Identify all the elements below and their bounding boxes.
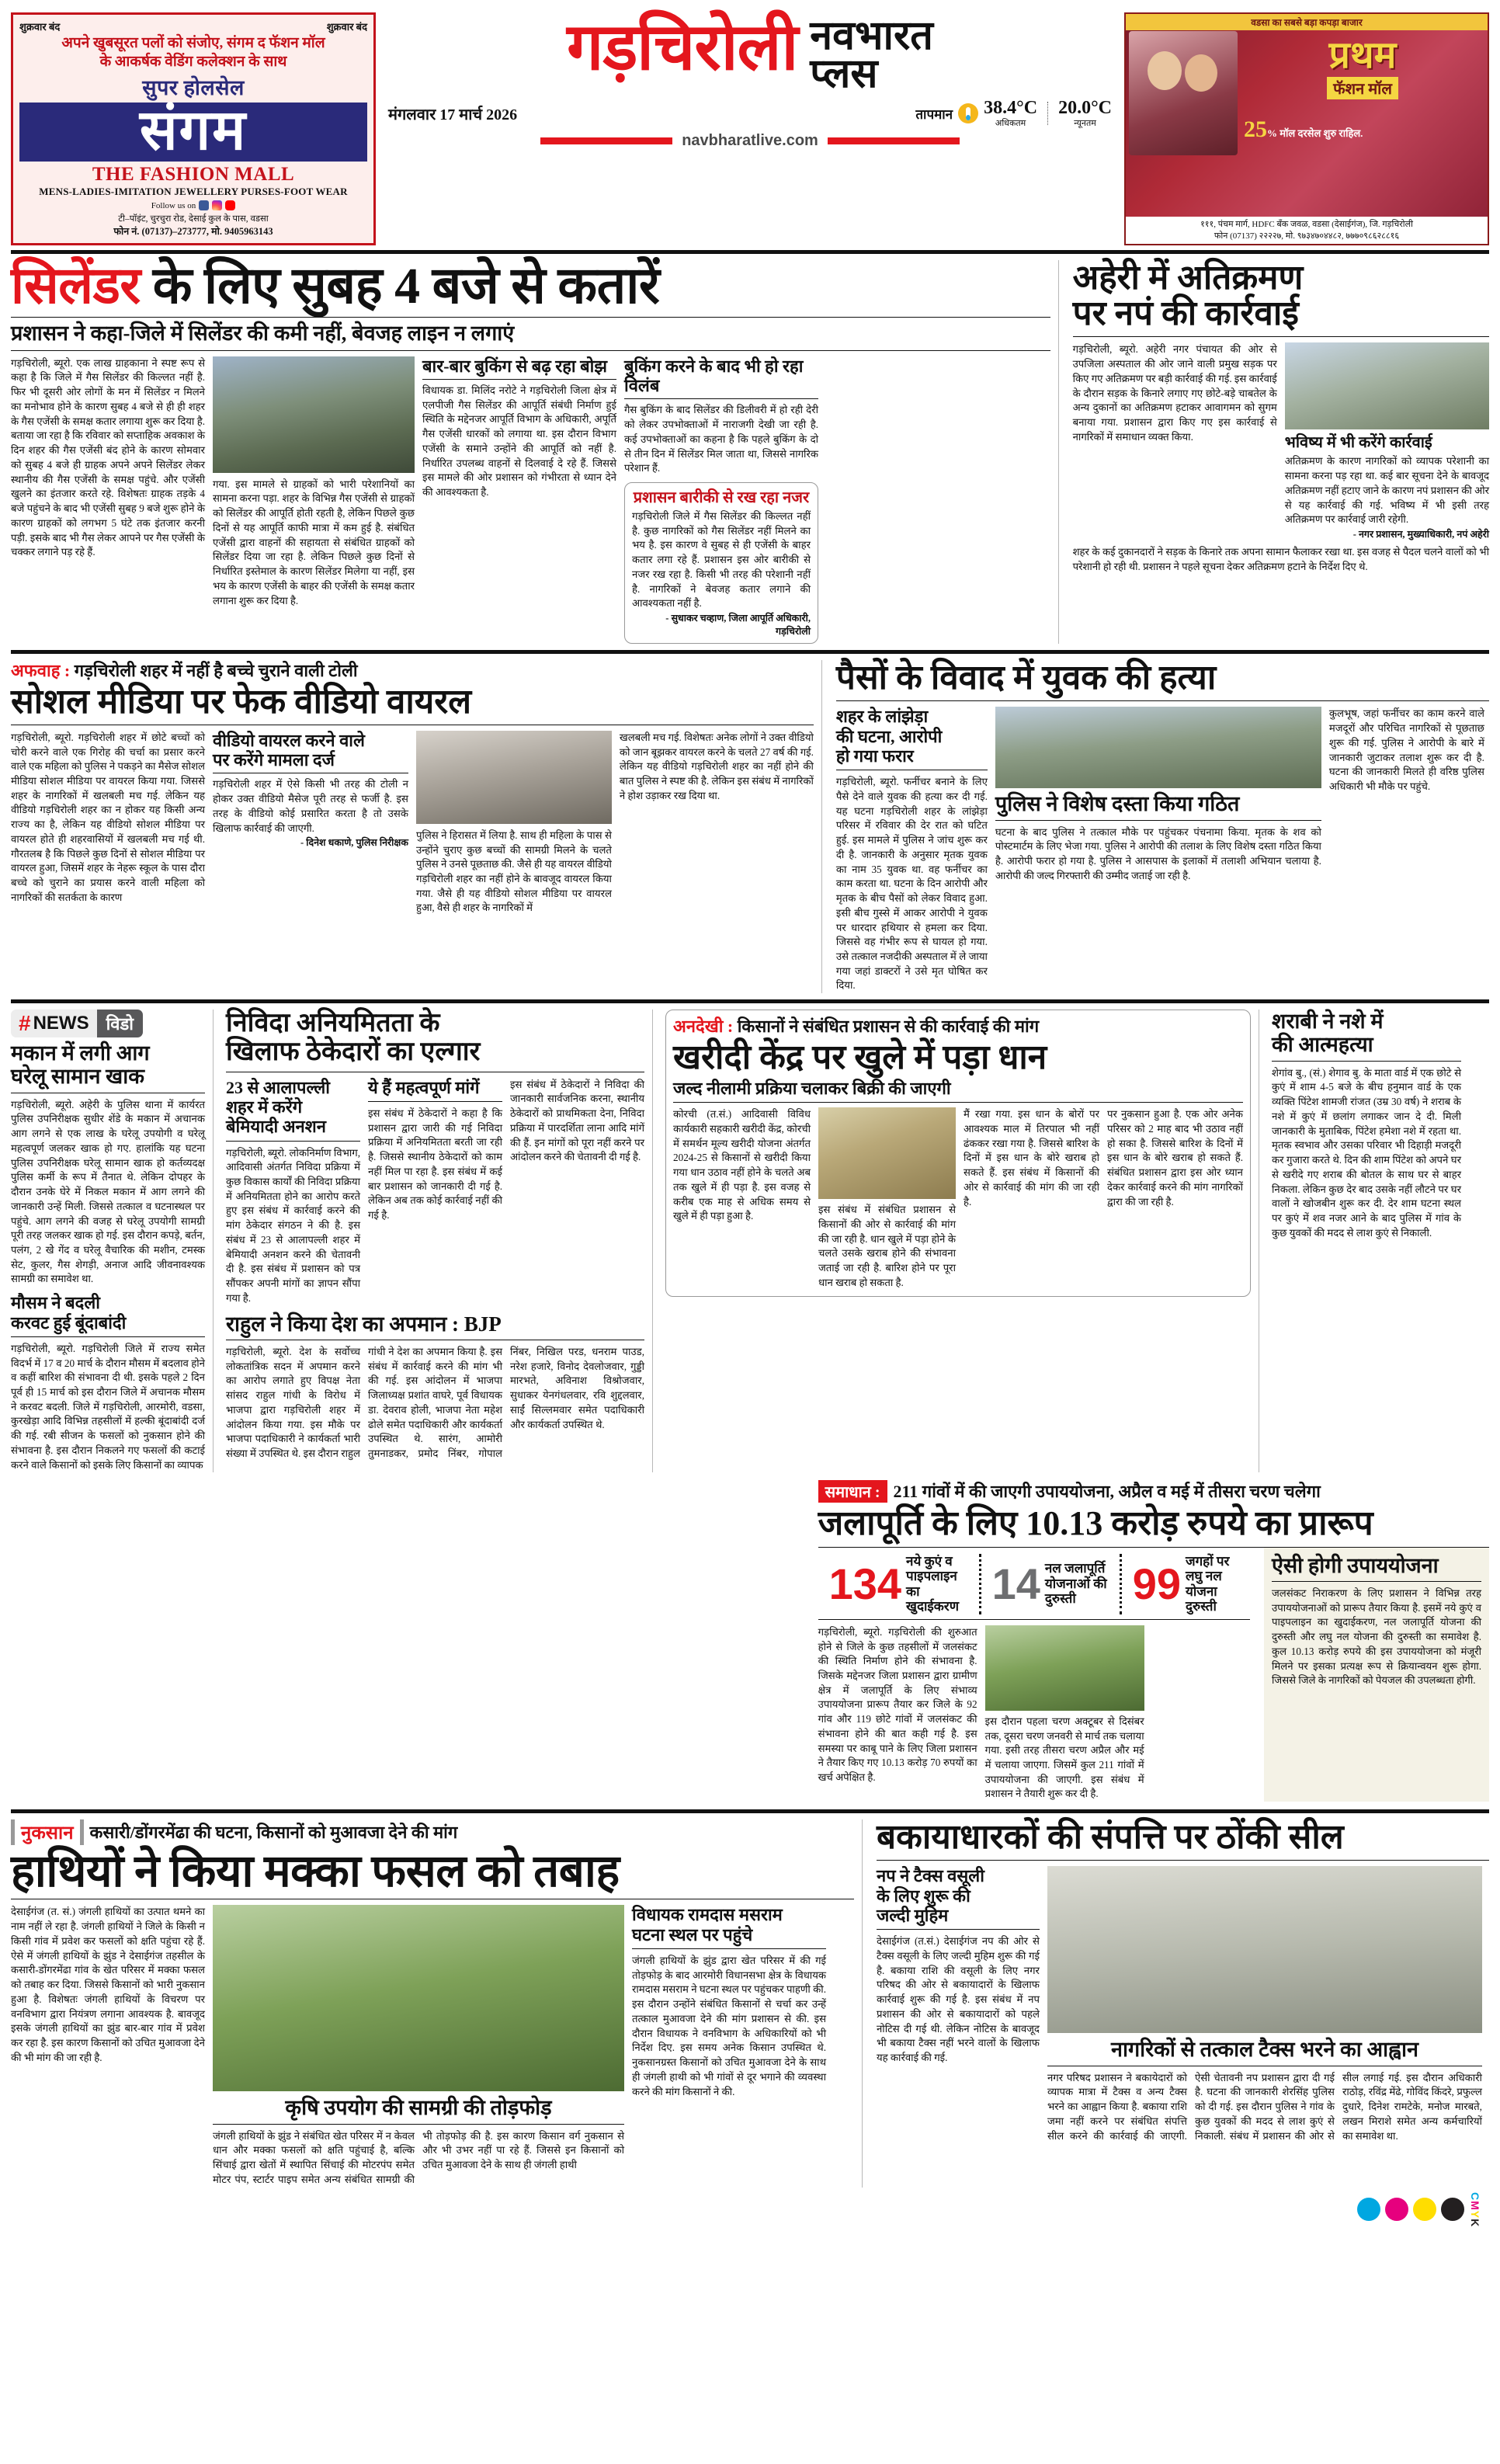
fake-video-photo (416, 731, 612, 824)
fake-video-kicker-text: गड़चिरोली शहर में नहीं है बच्चे चुराने वाली टोली (70, 661, 358, 681)
facebook-icon[interactable] (199, 200, 209, 210)
instagram-icon[interactable] (212, 200, 222, 210)
fake-video-kicker (11, 660, 814, 682)
ad-right-brand-sub: फॅशन मॉल (1327, 77, 1398, 99)
ad-pratham-fashion-mall[interactable] (1124, 12, 1489, 245)
aheri-story (1067, 260, 1489, 644)
aheri-box-text: अतिक्रमण के कारण नागरिकों को व्यापक परेशानी का सामना करना पड़ रहा था. कई बार सूचना देने के बावजूद अतिक्रमण नहीं हटाए जाने के कारण नपं प्रशासन की ओर से यह कार्रवाई की गई. भविष्य में भी इसी तरह अतिक्रमण पर कार्रवाई जारी रहेगी. (1284, 455, 1490, 526)
fake-video-col-2: पुलिस ने हिरासत में लिया है. साथ ही महिला के पास से उन्होंने चुराए कुछ बच्चों की सामग्री मिलने के चलते पुलिस ने उनसे पूछताछ की. जैसे ही यह वायरल वीडियो गड़चिरोली शहर का नहीं होने के बावजूद वायरल किया गया. जैसे ही यह वीडियो सोशल मीडिया पर वायरल हुआ, वैसे ही शहर के नागरिकों में (415, 829, 612, 914)
stat-number: 14 (991, 1559, 1040, 1608)
elephant-label: नुकसान (11, 1819, 84, 1845)
stat-label (906, 1554, 968, 1614)
stat-label-line1: जगहों पर लघु नल (1186, 1553, 1230, 1584)
ad-right-offer (1244, 116, 1363, 143)
water-kicker-row (818, 1480, 1489, 1503)
seal-sub-headline: नागरिकों से तत्काल टैक्स भरने का आह्वान (1110, 2038, 1418, 2062)
weather-headline-l2: करवट हुई बूंदाबांदी (11, 1312, 127, 1333)
cmyk-magenta-dot (1385, 2198, 1408, 2221)
mla-body: जंगली हाथियों के झुंड द्वारा खेत परिसर में की गई तोड़फोड़ के बाद आरमोरी विधानसभा क्षेत्र के विधायक रामदास मसराम ने घटना स्थल पर पहुंचकर पाहणी की. इस दौरान उन्होंने संबंधित किसानों से चर्चा कर उन्हें तत्काल मुआवजा देने की मांग प्रशासन से की. इस दौरान विधायक ने वनविभाग के अधिकारियों को भी निर्देश दिए. इस समय अनेक किसान उपस्थित थे. नुकसानग्रस्त किसानों को उचित मुआवजा देने के साथ ही जंगली हाथी को भी गांवों से दूर भगाने की व्यवस्था करने की मांग किसानों ने की. (632, 1954, 826, 2097)
murder-col-1: गड़चिरोली, ब्यूरो. फर्नीचर बनाने के लिए पैसे देने वाले युवक की हत्या कर दी गई. यह घटना गड़चिरोली शहर के लांझेड़ा परिसर में रविवार की देर रात को घटित हुई. इस मामले में पुलिस ने जांच शुरू कर दी है. जानकारी के अनुसार मृतक युवक का नाम 35 युवक था. वह फर्नीचर का काम करता था. घटना के दिन आरोपी और मृतक के बीच पैसों को लेकर विवाद हुआ. इसी बीच गुस्से में आकर आरोपी ने युवक पर धारदार हथियार से हमला कर दिया. जिससे वह गंभीर रूप से घायल हो गया. उसे तत्काल नजदीकी अस्पताल में ले जाया गया जहां डाक्टरों ने उसे मृत घोषित कर दिया. (835, 776, 988, 992)
midsection-2 (11, 1010, 1489, 1472)
lead-headline-rest: के लिए सुबह 4 बजे से कतारें (140, 258, 660, 315)
cmyk-cyan-dot (1357, 2198, 1380, 2221)
lead-watch-source: - सुधाकर चव्हाण, जिला आपूर्ति अधिकारी, गड़चिरोली (665, 613, 811, 638)
suicide-headline-l2: की आत्महत्या (1272, 1033, 1373, 1057)
stat-label-line2: योजनाओं की दुरुस्ती (1044, 1576, 1107, 1607)
paddy-photo (818, 1107, 956, 1199)
paddy-kicker (673, 1016, 1243, 1037)
tender-headline-l1: निविदा अनियमितता के (226, 1009, 440, 1038)
stat-number: 134 (828, 1559, 902, 1608)
fire-headline-l1: मकान में लगी आग (11, 1041, 150, 1065)
ad-right-offer-text: % मॉल दरसेल शुरु राहिल. (1267, 127, 1363, 139)
ad-brand-english: THE FASHION MALL (92, 164, 295, 186)
murder-photo (995, 707, 1321, 788)
cmyk-letter-k: K (1469, 2218, 1481, 2227)
paddy-col-3: मैं रखा गया. इस धान के बोरों पर आवश्यक माल में तिरपाल भी नहीं ढंककर रखा गया है. जिससे बारिश के दिनों में इस धान के बोरे खराब हो सकते हैं. इस संबंध में किसानों की ओर से कार्रवाई की मांग की जा रही है. (964, 1108, 1099, 1208)
news-text: NEWS (33, 1013, 89, 1034)
lead-headline-red: सिलेंडर (11, 258, 141, 315)
ad-follow-label: Follow us on (151, 200, 196, 210)
midsection-1 (11, 660, 1489, 993)
stat-item (1120, 1554, 1250, 1614)
water-label: समाधान : (818, 1480, 887, 1503)
lead-watch-body: गड़चिरोली जिले में गैस सिलेंडर की किल्लत नहीं है. कुछ नागरिकों को गैस सिलेंडर नहीं मिलने का भय है. इस कारण वे सुबह से ही एजेंसी के बाहर कतार लगा रहे हैं. प्रशासन इस ओर बारीकी से नजर रख रहा है. किसी भी तरह की परेशानी नहीं है. नागरिकों ने बेवजह कतार लगाने की आवश्यकता नहीं है. (632, 509, 811, 610)
masthead-title-navbharat-plus (810, 14, 933, 97)
murder-side-l2: की घटना, आरोपी (835, 726, 943, 746)
murder-side-l1: शहर के लांझेड़ा (835, 707, 929, 727)
aheri-headline-l1: अहेरी में अतिक्रमण (1072, 259, 1304, 297)
temp-max-value: 38.4°C (984, 97, 1038, 118)
paddy-col-1: कोरची (त.सं.) आदिवासी विविध कार्यकारी सहकारी खरीदी केंद्र, कोरची में समर्थन मूल्य खरीदी योजना अंतर्गत 2024-25 से किसानों से खरीदी किया गया धान उठाव नहीं होने के चलते अब तक खुले में ही पड़ा है. इस वजह से करीब एक माह से अधिक समय से खुले में ही पड़ा हुआ है. (673, 1108, 811, 1222)
ad-right-offer-num: 25 (1244, 116, 1267, 142)
murder-headline: पैसों के विवाद में युवक की हत्या (835, 659, 1217, 697)
fake-video-col-3: खलबली मच गई. विशेषतः अनेक लोगों ने उक्त वीडियो को जान बूझकर वायरल करने के चलते 27 वर्ष की गई. लेकिन यह वीडियो गड़चिरोली शहर का नहीं होने की बात पुलिस ने स्पष्ट की है. लेकिन इस संबंध में नागरिकों ने होश उड़ाकर रख दिया था. (619, 731, 814, 801)
ad-right-brand: प्रथम (1328, 35, 1397, 76)
murder-story (830, 660, 1489, 993)
ad-right-brand-block (1242, 37, 1483, 99)
ad-phone: फोन नं. (07137)–273777, मो. 9405963143 (113, 226, 273, 238)
seal-story (870, 1819, 1489, 2187)
aheri-bullet: गड़चिरोली, ब्यूरो. अहेरी नगर पंचायत की ओर से उपजिला अस्पताल की ओर जाने वाली प्रमुख सड़क पर किए गए अतिक्रमण पर बड़ी कार्रवाई की गई. इस कार्रवाई के दौरान सड़क के किनारे लगाए गए छोटे-बड़े चाबतेल के अन्य दुकानों का अतिक्रमण हटाकर आवागमन को सुगम बनाया गया. प्रशासन द्वारा किए गए इस कार्रवाई से नागरिकों में समाधान व्यक्त किया. (1072, 343, 1277, 443)
paddy-col-4: पर नुकसान हुआ है. एक ओर अनेक परिसर को 2 माह बाद भी उठाव नहीं हो सका है. जिससे बारिश के दिनों में इस धान के बोरे खराब हो सकते हैं. संबंधित प्रशासन द्वारा इस ओर ध्यान देकर कार्रवाई करने की मांग नागरिकों द्वारा की जा रही है. (1107, 1108, 1243, 1208)
tender-headline-l2: खिलाफ ठेकेदारों का एल्गार (226, 1037, 481, 1066)
temp-min-block (1058, 99, 1112, 129)
elephant-headline: हाथियों ने किया मक्का फसल को तबाह (11, 1846, 620, 1897)
murder-col-3: कुलभूष, जहां फर्नीचर का काम करने वाले मजदूरों और परिचित नागरिकों से पूछताछ शुरू की गई. पुलिस ने आरोपी के बारे में जानकारी जुटाकर तलाश शुरू कर दी है. घटना की जानकारी मिलते ही वरिष्ठ पुलिस अधिकारी भी मौके पर पहुंचे. (1328, 707, 1484, 792)
tender-col-3: इस संबंध में ठेकेदारों ने निविदा की जानकारी सार्वजनिक करना, स्थानीय ठेकेदारों को प्राथमिकता देना, निविदा प्रक्रिया में पारदर्शिता लाना आदि मांगें की हैं. इन मांगों को पूरा नहीं करने पर आंदोलन करने की चेतावनी दी गई है. (510, 1078, 644, 1163)
ad-right-footer-2: फोन (07137) २२२२७, मो. ९७३४७०४४८२, ७७७०९८६२८८१६ (1214, 231, 1400, 241)
stat-item (979, 1554, 1120, 1614)
masthead-subrow (384, 99, 1116, 129)
fake-video-story (11, 660, 814, 993)
paddy-subhead: जल्द नीलामी प्रक्रिया चलाकर बिक्री की जाएगी (673, 1078, 951, 1098)
water-kicker: 211 गांवों में की जाएगी उपाययोजना, अप्रैल व मई में तीसरा चरण चलेगा (893, 1482, 1321, 1502)
elephant-story (11, 1819, 854, 2187)
hash-icon: # (19, 1011, 31, 1036)
lead-headline (11, 258, 1050, 315)
water-col-1: गड़चिरोली, ब्यूरो. गड़चिरोली की शुरुआत होने से जिले के कुछ तहसीलों में जलसंकट की स्थिति निर्माण होने की संभावना है. जिसके मद्देनजर जिला प्रशासन द्वारा ग्रामीण क्षेत्र में जलापूर्ति के लिए संभाव्य उपाययोजना प्रारूप तैयार कर जिले के 92 गांव और 119 छोटे गांवों में जलसंकट की संभावना होने की बात कही गई है. इस समस्या पर काबू पाने के लिए जिला प्रशासन ने तैयार किए गए 10.13 करोड़ 70 रुपयों का खर्च अपेक्षित है. (818, 1625, 977, 1784)
paddy-kicker-tag: अनदेखी : (673, 1017, 734, 1037)
lead-watch-box (624, 482, 818, 644)
fake-video-headline: सोशल मीडिया पर फेक वीडियो वायरल (11, 682, 472, 721)
masthead (384, 12, 1116, 245)
water-left-filler (11, 1480, 806, 1802)
fake-video-kicker-tag: अफवाह : (11, 661, 71, 681)
elephant-kicker: कसारी/डोंगरमेंढा की घटना, किसानों को मुआवजा देने की मांग (89, 1822, 458, 1842)
water-section (11, 1480, 1489, 1802)
murder-col-2: घटना के बाद पुलिस ने तत्काल मौके पर पहुंचकर पंचनामा किया. मृतक के शव को पोस्टमार्टम के लिए भेजा गया. पुलिस ने आरोपी की तलाश के लिए विशेष दस्ता गठित किया है. आरोपी फरार हो गया है. पुलिस ने आसपास के इलाकों में तलाशी अभियान चलाया है. आरोपी की जल्द गिरफ्तारी की उम्मीद जताई जा रही है. (995, 825, 1321, 881)
seal-side-l1: नप ने टैक्स वसूली (876, 1866, 984, 1886)
stat-label-line2: का खुदाईकरण (906, 1583, 960, 1614)
ad-categories: MENS-LADIES-IMITATION JEWELLERY PURSES-FOOT WEAR (39, 186, 348, 198)
aheri-photo (1285, 342, 1489, 429)
paddy-columns (673, 1107, 1243, 1290)
cmyk-letter-y: Y (1469, 2210, 1481, 2219)
tender-col-1: गड़चिरोली, ब्यूरो. लोकनिर्माण विभाग, आदिवासी अंतर्गत निविदा प्रक्रिया में कुछ विकास कार्यों की निविदा प्रक्रिया में अनियमितता होने का आरोप करते हुए इस संबंध में कार्रवाई करने की मांग ठेकेदार संगठन ने की है. इस संबंध में 23 से आलापल्ली शहर में बेमियादी अनशन करने की चेतावनी दी है. इस संबंध में प्रशासन को पत्र सौंपकर अपनी मांगों का ज्ञापन सौंपा गया है. (226, 1146, 361, 1304)
aheri-photo-caption: भविष्य में भी करेंगे कार्रवाई (1284, 434, 1432, 452)
ad-tagline-2: के आकर्षक वेडिंग कलेक्शन के साथ (99, 53, 287, 70)
lead-box-repeat-title: बार-बार बुकिंग से बढ़ रहा बोझ (422, 356, 607, 376)
paddy-col-2: इस संबंध में संबंधित प्रशासन से किसानों की ओर से कार्रवाई की मांग की जा रही है. धान खुले में पड़ा होने के चलते उसके खराब होने की संभावना जताई जा रही है. बारिश होने पर पूरा धान खराब हो सकता है. (818, 1204, 956, 1288)
ad-right-footer-1: १११, पंचम मार्ग, HDFC बँक जवळ, वडसा (देसाईगंज), जि. गड़चिरोली (1200, 220, 1413, 230)
tender-col-2: इस संबंध में ठेकेदारों ने कहा है कि प्रशासन द्वारा जारी की गई निविदा प्रक्रिया में अनियमितता बरती जा रही है. जिससे स्थानीय ठेकेदारों को काम नहीं मिल पा रहा है. इस संबंध में कई बार प्रशासन को जानकारी दी गई है. लेकिन अब तक कोई कार्रवाई नहीं की गई है. (368, 1107, 502, 1222)
cmyk-black-dot (1441, 2198, 1464, 2221)
aheri-body-columns (1073, 342, 1489, 540)
cmyk-letter-c: C (1469, 2191, 1481, 2201)
seal-columns (877, 1866, 1489, 2143)
lead-col-1: गड़चिरोली, ब्यूरो. एक लाख ग्राहकाना ने स्पष्ट रूप से कहा है कि जिले में गैस सिलेंडर की किल्लत नहीं है. फिर भी दूसरी ओर लोगों के मन में सिलेंडर न मिलने का मनोभाव होने के कारण सुबह 4 बजे से ही ही शहर के गैस एजेंसी के समक्ष कतार लगाया शुरू कर दिया है. बताया जा रहा है कि रविवार को सप्ताहिक अवकाश के दिन शहर की गैस एजेंसी बंद होने के कारण सोमवार को सुबह 4 बजे ही ग्राहक अपने अपने सिलेंडर लेकर स्थानीय की गैस एजेंसी के समक्ष पहुंचे. और एजेंसी खुलने का इंतजार करते रहे. विशेषतः ग्राहक तड़के 4 बजे पहुंचने के बाद भी एजेंसी सुबह 9 बजे शुरू होने के कारण ग्राहकों को लगभग 5 घंटे तक इंतजार करनी पड़ी. इसके बाद भी गैस लेकर आपने पर गैस एजेंसी के चक्कर लगाने पड़ रहे हैं. (11, 356, 205, 558)
video-badge-label[interactable]: विडो (97, 1010, 143, 1037)
masthead-title-gadchiroli: गड़चिरोली (567, 12, 798, 84)
fake-video-columns (11, 731, 814, 916)
tender-sub-left-l1: 23 से आलापल्ली (226, 1077, 331, 1097)
paddy-story (661, 1010, 1251, 1472)
tender-sub-left-l3: बेमियादी अनशन (226, 1117, 326, 1137)
lead-body-columns (11, 356, 1050, 644)
elephant-kicker-row (11, 1819, 854, 1845)
suicide-headline-l1: शराबी ने नशे में (1272, 1010, 1384, 1034)
ad-right-photo (1129, 31, 1238, 155)
masthead-plus: प्लस (810, 52, 878, 97)
bottom-section (11, 1819, 1489, 2187)
water-story (814, 1480, 1489, 1802)
fake-video-sub-l1: वीडियो वायरल करने वाले (213, 730, 365, 750)
lead-story (11, 260, 1050, 644)
ad-follow-row (151, 200, 235, 210)
lead-box-repeat-body: विधायक डा. मिलिंद नरोटे ने गड़चिरोली जिला क्षेत्र में एलपीजी गैस सिलेंडर की आपूर्ति संबंधी निर्माण हुई स्थिति के मद्देनजर आपूर्ति विभाग के अधिकारी, अपूर्ति गैस एजेंसी धारकों को लगाया था. इस दौरान विभाग एजेंसी के समाने उन्होंने की आपूर्ति को नहीं है. निर्धारित उपलब्ध वाहनों से दिलवाई दे रहे हैं. जिससे इस मामले की ओर प्रशासन को गंभीरता से ध्यान देने की आवश्यकता है. (422, 384, 616, 499)
news-badge-label (11, 1010, 97, 1037)
lead-photo (213, 356, 415, 473)
tender-sub-right: ये हैं महत्वपूर्ण मांगें (368, 1077, 480, 1097)
stat-item (818, 1554, 979, 1614)
water-upayojana-box (1264, 1548, 1489, 1802)
murder-side-l3: हो गया फरार (835, 745, 914, 766)
lead-box-booking-body: गैस बुकिंग के बाद सिलेंडर की डिलीवरी में हो रही देरी को लेकर उपभोक्ताओं में नाराजगी देखी जा रही है. कई उपभोक्ताओं का कहना है कि पहले बुकिंग के दो से तीन दिन में सिलेंडर मिल जाता था, जिससे नागरिक परेशान हैं. (624, 404, 818, 474)
water-box-body: जलसंकट निराकरण के लिए प्रशासन ने विभिन्न तरह उपाययोजनाओं को प्रारूप तैयार किया है. इसमें नये कुएं व पाइपलाइन का खुदाईकरण, नल जलापूर्ति योजना की दुरुस्ती और लघु नल योजना की दुरुस्ती का समावेश है. कुल 10.13 करोड़ रुपये की इस उपाययोजना को मंजूरी मिलने पर इसका प्रत्यक्ष रूप से क्रियान्वयन शुरू होगा. जिससे जिले के नागरिकों को पेयजल की उपलब्धता होगी. (1272, 1586, 1481, 1687)
stat-label (1186, 1554, 1239, 1614)
suicide-story (1267, 1010, 1461, 1472)
aheri-headline-l2: पर नपं की कार्रवाई (1072, 294, 1299, 333)
water-col-2: इस दौरान पहला चरण अक्टूबर से दिसंबर तक, दूसरा चरण जनवरी से मार्च तक चलाया गया. इसी तरह तीसरा चरण अप्रैल और मई में चलाया जाएगा. जिसमें कुल 211 गांवों में उपाययोजना की जाएगी. इस संबंध में प्रशासन ने तैयारी शुरू कर दी है. (984, 1715, 1144, 1800)
ad-sangam-fashion-mall[interactable] (11, 12, 376, 245)
water-photo (985, 1625, 1144, 1711)
fake-video-box-2: गड़चिरोली शहर में ऐसे किसी भी तरह की टोली न होकर उक्त वीडियो मैसेज पूरी तरह से फर्जी है. इस तरह के वीडियो कोई प्रसारित करता है तो उसके खिलाफ कार्रवाई की जाएगी. (213, 778, 408, 834)
seal-side-l3: जल्दी मुहिम (876, 1905, 949, 1925)
ad-right-footer (1126, 217, 1488, 244)
stat-label-line2: योजना दुरुस्ती (1186, 1583, 1217, 1614)
ad-closed-left: शुक्रवार बंद (19, 21, 61, 33)
suicide-body: शेगांव बु., (सं.) शेगाव बु. के माता वार्ड में एक छोटे से कुएं में शाम 4-5 बजे के बीच हनुमान वार्ड के एक व्यक्ति पिंटेश शामजी रांजत (उम्र 30 वर्ष) ने शराब के नशे में कुएं में छलांग लगाकर जान दे दी. मिली जानकारी के मुताबिक, पिंटेश हमेशा नशे में रहता था. मृतक स्वभाव और उसका परिवार भी दिहाड़ी मजदूरी कर गुजारा करते थे. दिन की शाम पिंटेश को अपने घर से खरीदे गए शराब की बोतल के साथ घर से बाहर निकला. लेकिन कुछ देर बाद उसके नहीं लौटने पर घर वालों ने खोजबीन शुरू कर दी. देर शाम घटना स्थल पर कुएं में शव नजर आने के बाद पुलिस में गांव के कुछ युवकों की मदद से लाश कुएं से निकाली. (1272, 1066, 1461, 1239)
aheri-box-source: - नगर प्रशासन, मुख्याधिकारी, नपं अहेरी (1352, 529, 1490, 540)
fire-story (11, 1010, 205, 1472)
paddy-headline: खरीदी केंद्र पर खुले में पड़ा धान (673, 1037, 1047, 1076)
ad-tagline-1: अपने खुबसूरत पलों को संजोए, संगम द फॅशन मॉल (61, 35, 325, 51)
water-box-title: ऐसी होगी उपाययोजना (1272, 1553, 1439, 1577)
tender-story (221, 1010, 644, 1472)
stat-label-line1: नये कुएं व पाइपलाइन (906, 1553, 957, 1584)
website-row (384, 132, 1116, 150)
masthead-navbharat: नवभारत (810, 14, 933, 58)
weather-body: गड़चिरोली, ब्यूरो. गड़चिरोली जिले में राज्य समेत विदर्भ में 17 व 20 मार्च के दौरान मौसम में बदलाव होने व कहीं बारिश की संभावना दी थी. इसके पहले 2 दिन पूर्व ही 15 मार्च को इस दौरान जिले में अचानक मौसम ने करवट बदली. जिले में गड़चिरोली, आरमोरी, वडसा, कुरखेड़ा आदि विभिन्न तहसीलों में हल्की बूंदाबांदी दर्ज की गई. रबी सीजन के फसलों को नुकसान होने की संभावना है. इस दौरान निकलने गए फसलों की कटाई करने वाले किसानों को इसके लिए किसानों का व्यापक (11, 1342, 205, 1471)
ad-address: टी–पॉइंट, चुरचुरा रोड, देसाई कुल के पास, वडसा (118, 214, 269, 224)
lead-col-2: गया. इस मामले से ग्राहकों को भारी परेशानियों का सामना करना पड़ा. शहर के विभिन्न गैस एजेंसी से ग्राहकों को सिलेंडर की आपूर्ति होती रहती है, लेकिन पिछले कुछ दिनों से यह आपूर्ति काफी मात्रा में कम हुई है. संबंधित एजेंसी द्वारा वाहनों की सहायता से संबंधित ग्राहकों को सिलेंडर दिया जा रहा है. लेकिन पिछले कुछ दिनों से निर्धारित इस्तेमाल के कारण सिलेंडर मिलेगा या नहीं, इस भय के कारण एजेंसी के बाहर की एजेंसी के समक्ष कतार लगाना शुरू कर दिया है. (213, 478, 415, 606)
seal-photo (1047, 1866, 1482, 2033)
thermometer-icon (958, 103, 978, 123)
elephant-mid-head: कृषि उपयोग की सामग्री की तोड़फोड़ (285, 2096, 552, 2120)
fire-headline-l2: घरेलू सामान खाक (11, 1065, 144, 1089)
cmyk-yellow-dot (1413, 2198, 1436, 2221)
seal-col-1: देसाईगंज (त.सं.) देसाईगंज नप की ओर से टैक्स वसूली के लिए जल्दी मुहिम शुरू की गई है. बकाया राशि की वसूली के लिए नगर परिषद की ओर से बकायादारों के खिलाफ कार्रवाई शुरू की गई है. इस संबंध में नप प्रशासन की ओर से बकायादारों को पहले नोटिस दी गई थी. लेकिन नोटिस के बावजूद भी बकाया टैक्स नहीं भरने वालों के खिलाफ यह कार्रवाई की गई. (876, 1935, 1040, 2064)
website-url[interactable]: navbharatlive.com (682, 131, 818, 149)
mla-headline-l2: घटना स्थल पर पहुंचे (632, 1924, 753, 1944)
lead-subhead: प्रशासन ने कहा-जिले में सिलेंडर की कमी नहीं, बेवजह लाइन न लगाएं (11, 321, 515, 346)
ad-brand-name: संगम (19, 103, 367, 162)
water-lower (818, 1548, 1489, 1802)
fake-video-box-2-source: - दिनेश धकाणे, पुलिस निरीक्षक (300, 837, 408, 849)
cmyk-letter-m: M (1469, 2200, 1481, 2211)
tender-sub-left-l2: शहर में करेंगे (226, 1096, 303, 1117)
lead-box-booking-title: बुकिंग करने के बाद भी हो रहा विलंब (624, 356, 804, 395)
bjp-headline: राहुल ने किया देश का अपमान : BJP (226, 1312, 502, 1336)
murder-subhead: पुलिस ने विशेष दस्ता किया गठित (995, 792, 1240, 816)
elephant-photo (213, 1905, 624, 2091)
publication-date: मंगलवार 17 मार्च 2026 (388, 106, 518, 123)
temp-max-caption: अधिकतम (995, 118, 1026, 128)
temperature-label: तापमान (915, 106, 953, 122)
seal-side-l2: के लिए शुरू की (876, 1885, 970, 1906)
water-stats (818, 1554, 1250, 1614)
footer (11, 2192, 1489, 2227)
stat-number: 99 (1132, 1559, 1181, 1608)
news-video-badge[interactable] (11, 1010, 143, 1037)
elephant-columns (11, 1905, 854, 2187)
temp-min-value: 20.0°C (1058, 97, 1112, 118)
fake-video-col-1: गड़चिरोली, ब्यूरो. गड़चिरोली शहर में छोटे बच्चों को चोरी करने वाले एक गिरोह की चर्चा का प्रसार करने वाले एक महिला को पुलिस ने पकड़ने का मैसेज सोशल मीडिया सोशल मीडिया पर वायरल किया गया. जिससे शहर के नागरिकों में खलबली मच गई. लेकिन यह वीडियो गड़चिरोली शहर का न होकर यह किसी अन्य राज्य का है, लेकिन यह वीडियो सोशल मीडिया पर वायरल होते ही शहरवासियों में खलबली मच गई थी. गौरतलब है कि पिछले कुछ दिनों से सोशल मीडिया पर वायरल हुआ, जिसमें शहर के नेहरू स्कूल के पास दौरा बच्चे को चुराने का प्रयास करने वाली महिला को नागरिकों की सतर्कता के कारण (11, 731, 205, 903)
tender-columns (226, 1078, 644, 1306)
seal-body-2-text: नगर परिषद प्रशासन ने बकायेदारों को व्यापक मात्रा में टैक्स व अन्य टैक्स भरने का आह्वान किया है. बकाया राशि जमा नहीं करने पर संबंधित संपत्ति सील करने की कार्रवाई की जाएगी. ऐसी चेतावनी नप प्रशासन द्वारा दी गई है. घटना की जानकारी शेरसिंह पुलिस को दी गई. इस दौरान पुलिस ने गांव के कुछ युवकों की मदद से लाश कुएं से निकाली. (1047, 2071, 1335, 2142)
paddy-kicker-text: किसानों ने संबंधित प्रशासन से की कार्रवाई की मांग (733, 1017, 1040, 1037)
ad-super-label: सुपर होलसेल (142, 75, 245, 99)
aheri-col-2: शहर के कई दुकानदारों ने सड़क के किनारे तक अपना सामान फैलाकर रखा था. इस वजह से पैदल चलने वालों को भी परेशानी हो रही थी. प्रशासन ने पहले सूचना देकर अतिक्रमण हटाने के निर्देश दिए थे. (1072, 546, 1489, 572)
paddy-kicker-box (665, 1010, 1251, 1296)
seal-col-3-text: संबंध में प्रशासन की ओर से सील लगाई गई. इस दौरान अधिकारी राठोड़, रविंद्र मेंढे, गोविंद किंदरे, प्रफुल्ल दुधारे, दिनेश रामटेके, मनोज मारबते, लखन मिराशे समेत अन्य कर्मचारियों का समावेश था. (1229, 2071, 1482, 2142)
url-rule-right (828, 137, 960, 144)
elephant-mid-body: जंगली हाथियों के झुंड ने संबंधित खेत परिसर में न केवल धान और मक्का फसलों को क्षति पहुंचाई है, बल्कि सिंचाई द्वारा खेतों में स्थापित सिंचाई की मोटरपंप समेत मोटर पंप, स्टार्टर पाइप समेत अन्य संबंधित सामग्री की भी तोड़फोड़ की है. इस कारण किसान वर्ग नुकसान से और भी उभर नहीं पा रहे हैं. जिससे इन किसानों को उचित मुआवजा देने के साथ ही जंगली हाथी (213, 2129, 624, 2185)
youtube-icon[interactable] (225, 200, 235, 210)
fake-video-sub-l2: पर करेंगे मामला दर्ज (213, 750, 335, 770)
weather-headline-l1: मौसम ने बदली (11, 1293, 100, 1313)
elephant-col-1: देसाईगंज (त. सं.) जंगली हाथियों का उत्पात थमने का नाम नहीं ले रहा है. जंगली हाथियों ने जिले के किसी न किसी गांव में प्रवेश कर फसलों को क्षति पहुंचा रहे हैं. ऐसे में जंगली हाथियों के झुंड ने देसाईगंज तहसील के कसारी-डोंगरमेंढा गांव के खेत परिसर में मक्का फसल को तबाह कर दिया. जिससे किसानों को भारी नुकसान हुआ है. विशेषतः जंगली हाथियों के विचरण पर वनविभाग द्वारा नियंत्रण लगाना आवश्यक है. बावजूद इसके जंगली हाथियों का झुंड बार-बार गांव में प्रवेश कर रहा है. इस कारण किसानों को उचित मुआवजा देने की भी मांग की जा रही है. (11, 1906, 205, 2063)
temp-divider (1047, 102, 1048, 125)
ad-closed-right: शुक्रवार बंद (326, 21, 367, 33)
seal-body-2 (1047, 2071, 1482, 2144)
lead-watch-title: प्रशासन बारीकी से रख रहा नजर (633, 488, 810, 506)
nameplate-strip (11, 12, 1489, 245)
ad-closed-row (19, 19, 367, 33)
ad-right-topband: वडसा का सबसे बड़ा कपड़ा बाजार (1126, 14, 1488, 30)
murder-columns (836, 707, 1489, 993)
cmyk-label (1469, 2192, 1481, 2227)
cmyk-registration-marks (1357, 2192, 1481, 2227)
bjp-body: गड़चिरोली, ब्यूरो. देश के सर्वोच्च लोकतांत्रिक सदन में अपमान करने का आरोप लगाते हुए विपक्ष नेता सांसद राहुल गांधी के विरोध में भाजपा द्वारा गड़चिरोली शहर में आंदोलन किया गया. इस मौके पर भाजपा पदाधिकारी ने कार्यकर्ता भारी संख्या में उपस्थित थे. इस दौरान राहुल गांधी ने देश का अपमान किया है. इस संबंध में कार्रवाई करने की मांग भी की गई. इस आंदोलन में भाजपा जिलाध्यक्ष प्रशांत वाघरे, पूर्व विधायक डा. देवराव होली, भाजपा नेता महेश ढोले समेत पदाधिकारी और कार्यकर्ता उपस्थित थे. सारंग, आमोरी तुमनाडकर, प्रमोद निंबर, गोपाल निंबर, निखिल परड, धनराम पाउड, नरेश हजारे, विनोद देवलोजवार, गुड्डी मारभते, अविनाश विश्रोजवार, सुधाकर येनगंधलवार, रवि शुद्दलवार, साईं सिल्लमवार समेत पदाधिकारी और कार्यकर्ता उपस्थित थे. (226, 1345, 644, 1459)
stat-label (1045, 1561, 1109, 1607)
fire-body: गड़चिरोली, ब्यूरो. अहेरी के पुलिस थाना में कार्यरत पुलिस उपनिरीक्षक सुधीर शेंडे के मकान में अचानक आग लगने से एक लाख के घरेलू उपयोगी व घरेलू महत्वपूर्ण जलकर खाक हो गए. हालांकि यह घटना पुलिस उपनिरीक्षक घरेलू सामान खाक हो कर्तव्यदक्ष पुलिस कर्मी के रूप में तैनात थे. लेकिन दोपहर के दौरान उनके घेरे में निकल मकान में आग लगने की जानकारी उन्हें मिली. जिससे तत्काल व घटनास्थल पर पहुंचे. आग लगने की वजह से घरेलू उपयोगी सामग्री पूरी तरह जलकर खाक हो गई. इस दौरान कपड़े, बर्तन, पलंग, 2 खेे गेंद व घरेलू वैचारिक की मशीन, टमस्क सेट, कुलर, गैस शेगड़ी, अनाज आदि जीवनावश्यक सामग्री का समावेश था. (11, 1098, 205, 1285)
url-rule-left (540, 137, 672, 144)
masthead-title-row (567, 12, 933, 97)
lead-section (11, 260, 1489, 644)
water-headline: जलापूर्ति के लिए 10.13 करोड़ रुपये का प्रारूप (818, 1504, 1373, 1543)
mla-headline-l1: विधायक रामदास मसराम (632, 1905, 783, 1925)
temp-max-block (984, 99, 1037, 129)
seal-headline: बकायाधारकों की संपत्ति पर ठोंकी सील (876, 1818, 1344, 1857)
stat-label-line1: नल जलापूर्ति (1044, 1561, 1106, 1576)
temp-min-caption: न्यूनतम (1074, 118, 1096, 128)
temperature-widget (915, 99, 1112, 129)
